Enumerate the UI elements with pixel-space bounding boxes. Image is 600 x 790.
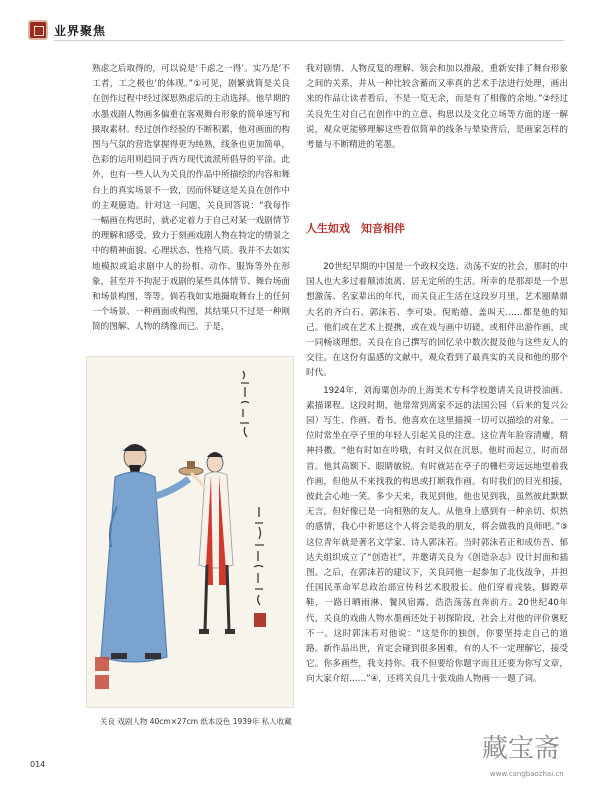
inscription-icon [240, 371, 264, 605]
painting-caption: 关良 戏剧人物 40cm×27cm 纸本设色 1939年 私人收藏 [100, 717, 292, 726]
right-column-top [306, 62, 568, 153]
painting-illustration [86, 356, 294, 708]
page-number: 014 [30, 760, 46, 769]
header-rule [54, 40, 564, 41]
page-header [0, 0, 600, 44]
left-paragraph: 熟虑之后取得的，可以说是‘千虑之一得’。实乃是‘不工者，工之极也’的体现。”①可见，剧繁就简是关良在创作过程中经过深思熟虑后的主动选择。他早期的水墨戏剧人物画多偏重在客观舞台形象的简单速写和摄取素材。经过创作经验的不断积累，他对画面的构图与气氛的营造掌握得更为纯熟，线条也更加简单，色彩的运用则趋同于西方现代流派所倡导的平涂。此外，也有一些人认为关良的作品中所描绘的内容和舞台上的真实场景不一致，因而怀疑这是关良在创作中的主观臆造。针对这一问题，关良回答说：“我每作一幅画在构思时，就必定着力于自己对某一戏剧情节的理解和感受，致力于刻画戏剧人物在特定的情景之中的精神面貌、心理状态、性格气质。我并不去如实地模拟或追求剧中人的扮相、动作、服饰等外在形象，甚至并不拘泥于戏剧的某些具体情节、舞台场面和场景构图，等等。倘若我如实地撮取舞台上的任何一个场景、一种画面或构图，其结果只不过是一种刚简的图解、人物的绣像而已。于是， [92, 64, 290, 333]
right-top-paragraph: 我对剧情、人物反复的理解、领会和加以推敲，重新安排了舞台形象之间的关系，并从一种比较含蓄而又率真的艺术手法进行处理，画出来的作品让读者看后，不是一览无余，而是有了相像的余地。”②经过关良先生对自己在创作中的立意、构思以及文化立场等方面的逐一解说，观众更能够理解这些看似简单的线条与晕染背后，是画家怎样的考量与不断精进的笔墨。 [306, 64, 568, 151]
tray-object [179, 461, 203, 475]
watermark-brand: 藏宝斋 [482, 734, 561, 764]
section-seal-icon [28, 20, 48, 40]
collector-seal-icon [95, 675, 109, 689]
watermark-url: www.cangbaozhai.cn [490, 770, 564, 778]
painting-svg [87, 357, 293, 707]
section-subheading: 人生如戏 知音相伴 [306, 222, 405, 235]
figure-blue-robe [101, 444, 189, 662]
figure-red-robe [191, 452, 235, 634]
watermark [482, 728, 592, 784]
right-paragraph: 20世纪早期的中国是一个政权交迭、动荡不安的社会，那时的中国人也大多过着颠沛流离、居无定所的生活。所幸的是那却是一个思想激荡、名家辈出的年代，而关良正生活在这段岁月里，艺术圈鼎鼎大名的齐白石、郭沫若、李可染、倪贻德、盖叫天……都是他的知己。他们或在艺术上提携，或在戏与画中切磋，或相伴出游作画，或一同畅谈理想。关良在自己撰写的回忆录中数次提及他与这些友人的交往。在这份有温感的文献中，观众看到了最真实的关良和他的那个时代。 [306, 262, 568, 379]
artist-seal-icon [254, 613, 266, 627]
right-column-body [306, 260, 568, 690]
right-paragraph: 1924年，刘海粟创办的上海美术专科学校邀请关良讲授油画、素描课程。这段时期，他常常到离家不远的法国公园（后来的复兴公园）写生、作画、看书。他喜欢在这里描摸一切可以描绘的对象。一位时常坐在亭子里的年轻人引起关良的注意。这位青年脸容清癯，精神抖擞。“他有时如在吟哦，有时又似在沉思。他时而起立，时而昂首。他其高额下、眼睛敏锐。有时就站在亭子的栅栏旁远远地望着我作画，但他从不来找我的构思或打断我作画。有时我们的目光相接，彼此会心地一笑。多少天来，我见到他，他也见到我，虽然彼此默默无言，但好像已是一向相熟的友人。从他身上感到有一种亲切、炽热的感情，我心中祈愿这个人将会是我的朋友，将会做我的良师吧。”③这位青年就是著名文学家、诗人郭沫若。当时郭沫若正和成仿吾、郁达夫组织成立了“创造社”，并邀请关良为《创造杂志》设计封面和插图。之后，在郭沫若的建议下，关良同他一起参加了北伐战争，并担任国民革命军总政治部宣传科艺术股股长。他们穿着戎装，脚蹬草鞋，一路日晒雨淋、餐风宿露，浩浩荡荡直奔前方。20世纪40年代，关良的戏曲人物水墨画还处于初探阶段，社会上对他的评价褒贬不一。这时郭沫若对他说：“这是你的独创，你要坚持走自己的道路。新作品出世，肯定会碰到很多困难，有的人不一定理解它，接受它。你多画些，我支持你。我不但要给你题字而且还要为你写文章，向大家介绍……”④，还将关良几十张戏曲人物画一一题了词。 [306, 385, 568, 685]
left-column [92, 62, 290, 336]
collector-seal-icon [95, 657, 109, 671]
section-label: 业界聚焦 [54, 24, 107, 38]
